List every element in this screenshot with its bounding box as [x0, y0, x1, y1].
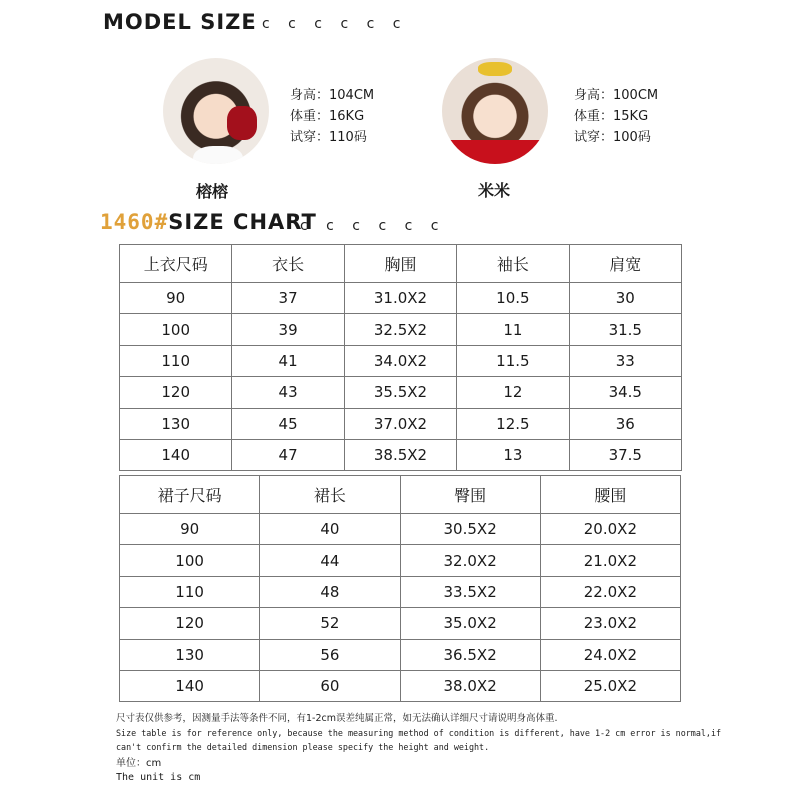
table-row [120, 608, 681, 639]
table-row [120, 283, 682, 314]
table-cell: 34.0X2 [344, 345, 456, 376]
shirt-shape [442, 140, 548, 164]
model-try-1: 试穿：110码 [290, 130, 367, 145]
table-cell: 110 [120, 345, 232, 376]
table-row [120, 439, 682, 470]
table-cell: 36 [569, 408, 681, 439]
model-size-title: MODEL SIZE [103, 10, 257, 34]
table-cell: 11.5 [457, 345, 569, 376]
table-cell: 140 [120, 670, 260, 701]
table-cell: 90 [120, 514, 260, 545]
table-cell: 31.5 [569, 314, 681, 345]
column-header: 裙长 [260, 476, 400, 514]
table-cell: 43 [232, 377, 344, 408]
table-cell: 120 [120, 377, 232, 408]
table-cell: 90 [120, 283, 232, 314]
model-name-2: 米米 [478, 181, 511, 200]
unit-note [116, 757, 200, 785]
table-row [120, 377, 682, 408]
table-cell: 12.5 [457, 408, 569, 439]
size-chart-label: SIZE CHART [168, 210, 317, 234]
table-cell: 38.5X2 [344, 439, 456, 470]
table-cell: 31.0X2 [344, 283, 456, 314]
table-cell: 30.5X2 [400, 514, 540, 545]
table-row [120, 345, 682, 376]
hair-clip-icon [478, 62, 512, 76]
model-weight-2: 体重：15KG [574, 109, 649, 124]
table-cell: 130 [120, 639, 260, 670]
column-header: 袖长 [457, 245, 569, 283]
table-cell: 47 [232, 439, 344, 470]
table-cell: 130 [120, 408, 232, 439]
model-height-1: 身高：104CM [290, 88, 375, 103]
table-cell: 52 [260, 608, 400, 639]
table-cell: 12 [457, 377, 569, 408]
table-cell: 20.0X2 [540, 514, 680, 545]
column-header: 臀围 [400, 476, 540, 514]
model-photo-1 [163, 58, 269, 164]
table-cell: 35.5X2 [344, 377, 456, 408]
table-cell: 37.0X2 [344, 408, 456, 439]
table-cell: 22.0X2 [540, 576, 680, 607]
model-height-2: 身高：100CM [574, 88, 659, 103]
top-size-table [119, 244, 682, 471]
column-header: 肩宽 [569, 245, 681, 283]
column-header: 胸围 [344, 245, 456, 283]
table-cell: 33 [569, 345, 681, 376]
table-cell: 41 [232, 345, 344, 376]
table-cell: 24.0X2 [540, 639, 680, 670]
model-stats-2 [574, 85, 658, 148]
model-stats-1 [290, 85, 374, 148]
model-name-1: 榕榕 [196, 182, 229, 201]
column-header: 衣长 [232, 245, 344, 283]
table-cell: 37 [232, 283, 344, 314]
column-header: 裙子尺码 [120, 476, 260, 514]
table-cell: 45 [232, 408, 344, 439]
table-cell: 13 [457, 439, 569, 470]
table-row [120, 545, 681, 576]
model-try-2: 试穿：100码 [574, 130, 651, 145]
table-cell: 120 [120, 608, 260, 639]
table-cell: 10.5 [457, 283, 569, 314]
unit-en: The unit is cm [116, 772, 201, 783]
table-cell: 32.0X2 [400, 545, 540, 576]
table-cell: 25.0X2 [540, 670, 680, 701]
table-cell: 100 [120, 545, 260, 576]
table-cell: 33.5X2 [400, 576, 540, 607]
decorative-dots: c c c c c c [262, 16, 408, 32]
table-cell: 40 [260, 514, 400, 545]
table-cell: 23.0X2 [540, 608, 680, 639]
model-weight-1: 体重：16KG [290, 109, 365, 124]
table-cell: 11 [457, 314, 569, 345]
table-cell: 38.0X2 [400, 670, 540, 701]
table-row [120, 314, 682, 345]
table-cell: 34.5 [569, 377, 681, 408]
note-cn: 尺寸表仅供参考，因测量手法等条件不同，有1-2cm误差纯属正常，如无法确认详细尺寸请说明身高体重. [116, 713, 558, 724]
table-row [120, 576, 681, 607]
note-en-2: can't confirm the detailed dimension please specify the height and weight. [116, 742, 490, 752]
shirt-shape [193, 146, 243, 164]
table-cell: 48 [260, 576, 400, 607]
table-row [120, 639, 681, 670]
decorative-dots: c c c c c c [300, 218, 446, 234]
style-code: 1460# [100, 210, 169, 234]
hair-bow-icon [227, 106, 257, 140]
table-cell: 56 [260, 639, 400, 670]
size-chart-title [100, 210, 317, 234]
table-cell: 30 [569, 283, 681, 314]
table-row [120, 408, 682, 439]
size-notes [116, 712, 721, 754]
table-row [120, 670, 681, 701]
model-photo-2 [442, 58, 548, 164]
table-cell: 60 [260, 670, 400, 701]
table-row [120, 514, 681, 545]
table-cell: 44 [260, 545, 400, 576]
table-cell: 37.5 [569, 439, 681, 470]
table-cell: 32.5X2 [344, 314, 456, 345]
table-cell: 39 [232, 314, 344, 345]
table-cell: 36.5X2 [400, 639, 540, 670]
table-cell: 35.0X2 [400, 608, 540, 639]
unit-cn: 单位：cm [116, 758, 162, 769]
skirt-size-table [119, 475, 681, 702]
table-header-row [120, 245, 682, 283]
table-cell: 100 [120, 314, 232, 345]
table-header-row [120, 476, 681, 514]
table-cell: 21.0X2 [540, 545, 680, 576]
table-cell: 140 [120, 439, 232, 470]
column-header: 上衣尺码 [120, 245, 232, 283]
column-header: 腰围 [540, 476, 680, 514]
table-cell: 110 [120, 576, 260, 607]
note-en-1: Size table is for reference only, because the measuring method of condition is different, have 1-2 cm error is normal,if [116, 728, 722, 738]
